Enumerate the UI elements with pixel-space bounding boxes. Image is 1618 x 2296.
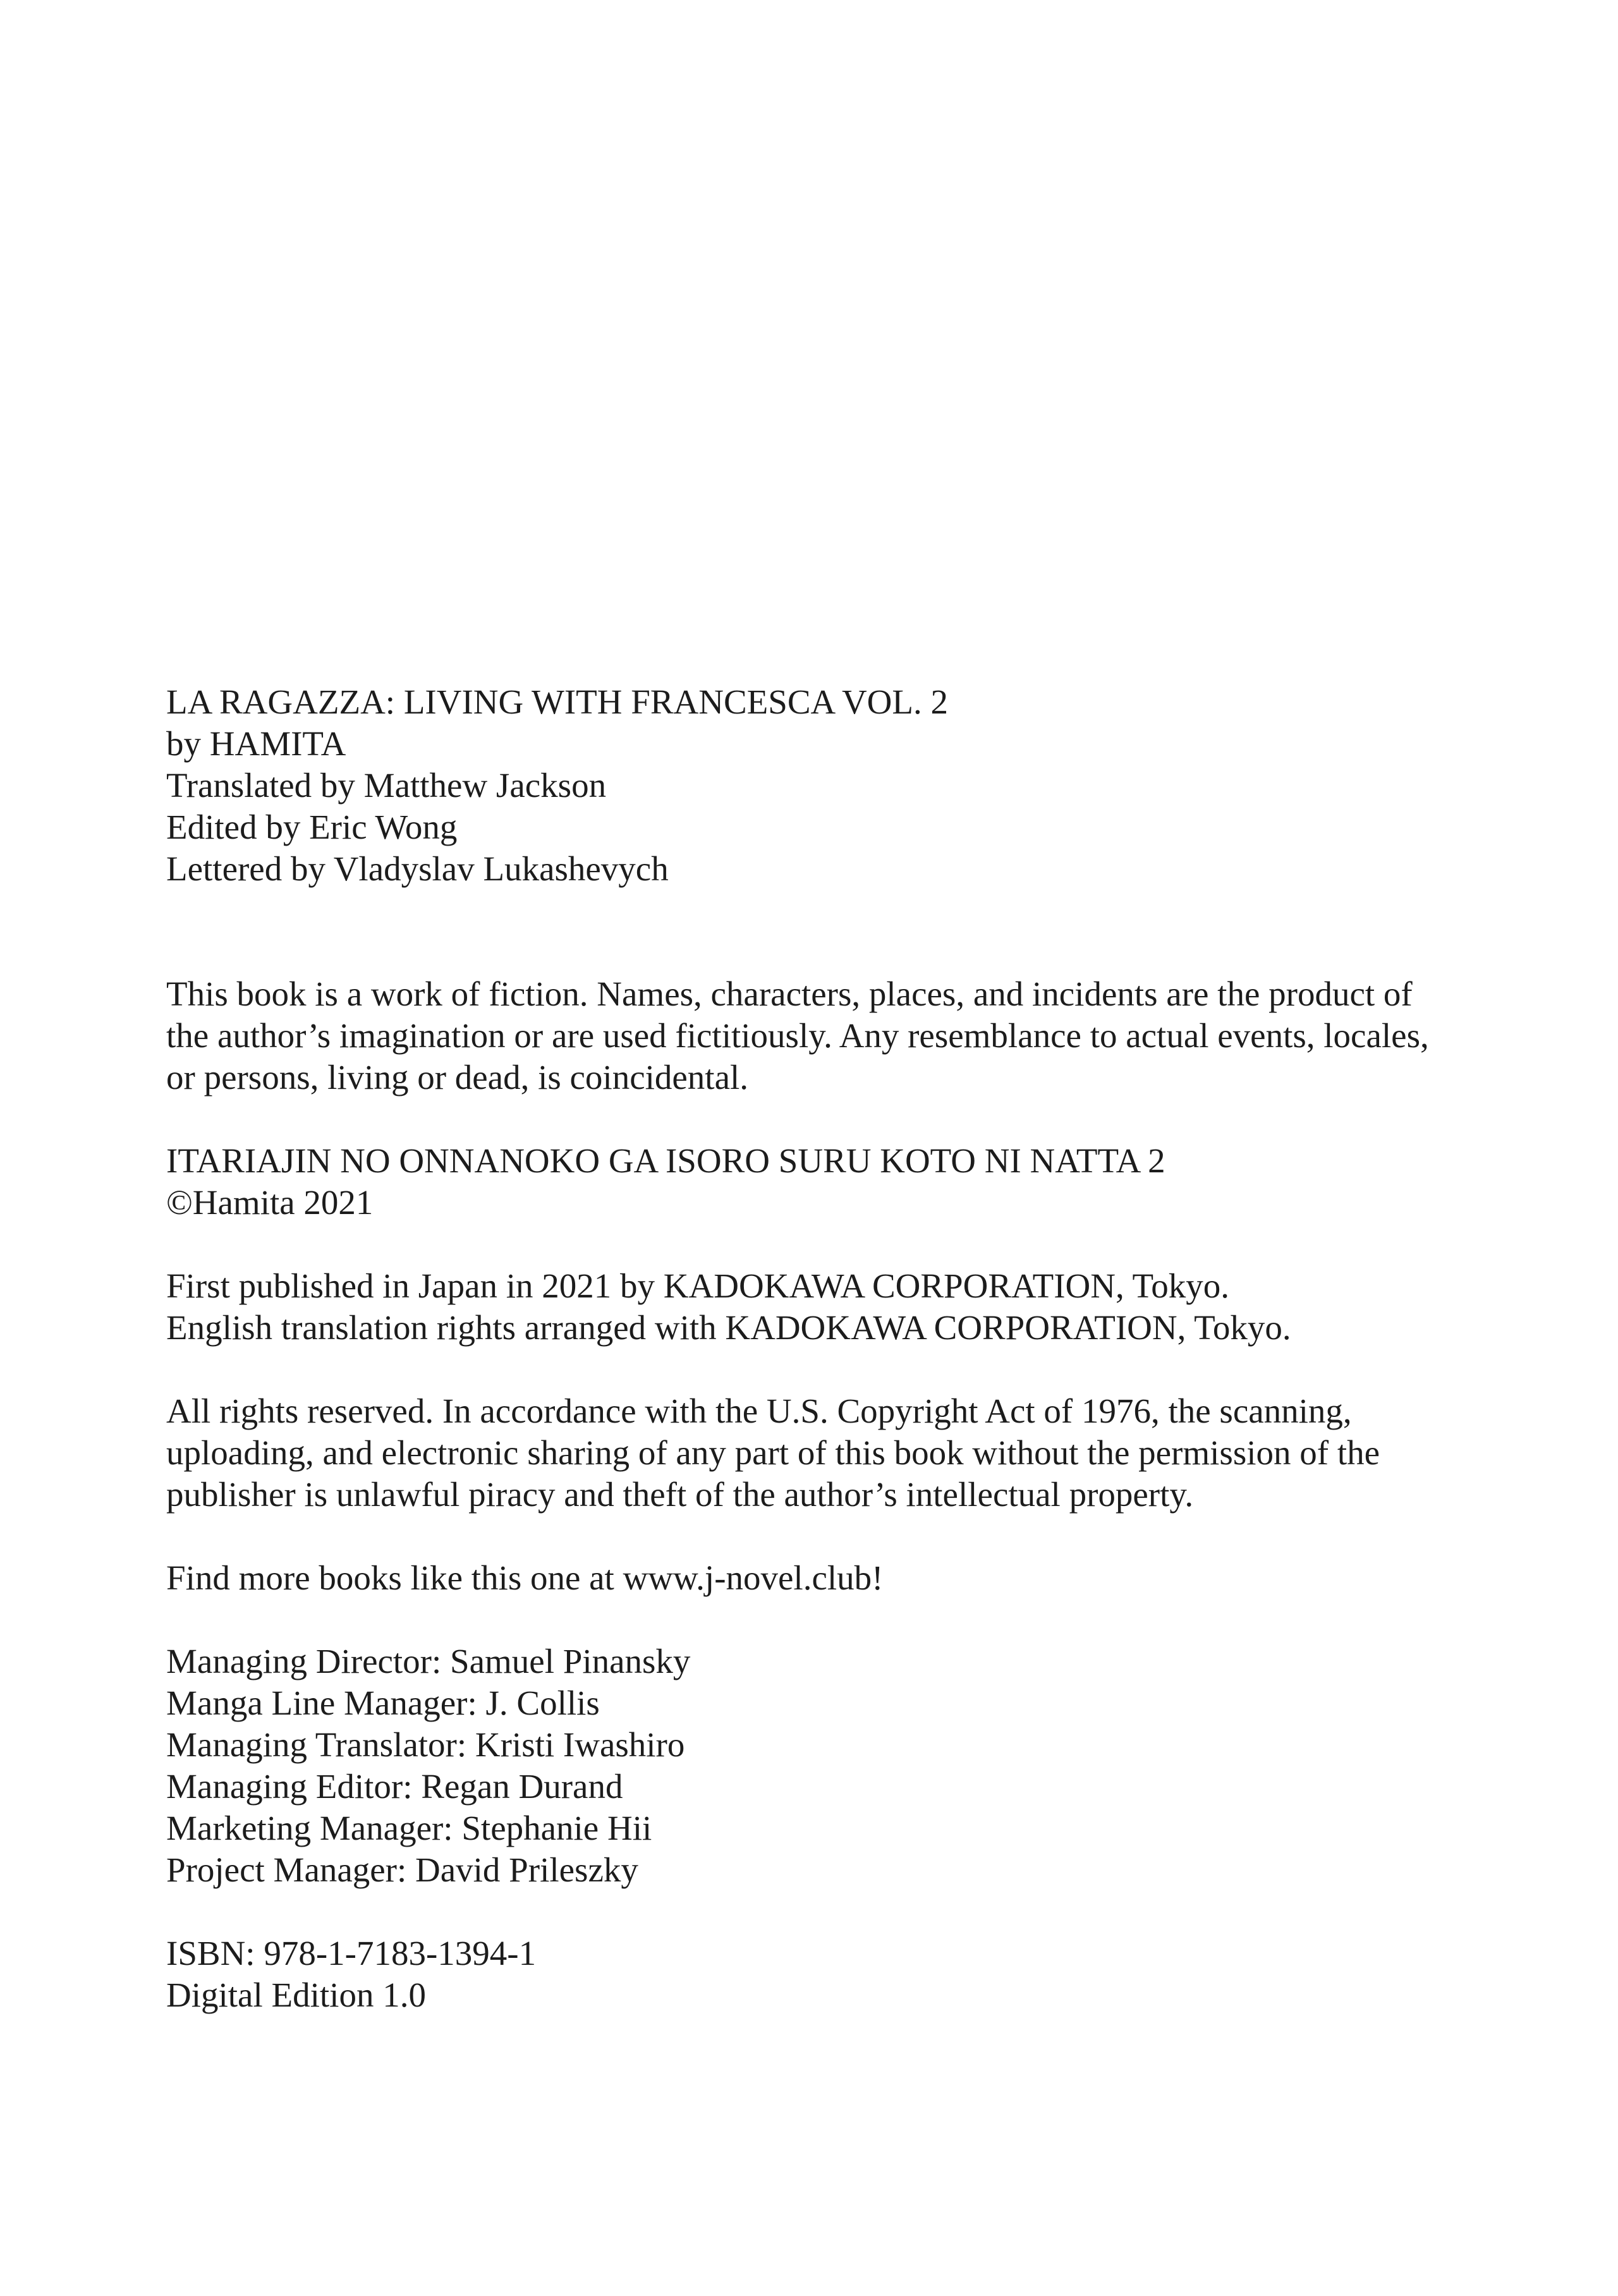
translator-credit: Translated by Matthew Jackson xyxy=(166,766,607,805)
copyright-notice: ©Hamita 2021 xyxy=(166,1183,374,1222)
find-more-block xyxy=(166,1557,1340,1599)
original-japanese-title: ITARIAJIN NO ONNANOKO GA ISORO SURU KOTO NI NATTA 2 xyxy=(166,1141,1165,1180)
staff-credit-project-manager: Project Manager: David Prileszky xyxy=(166,1850,638,1889)
publication-block xyxy=(166,1265,1340,1349)
publication-line: English translation rights arranged with KADOKAWA CORPORATION, Tokyo. xyxy=(166,1308,1291,1347)
original-title-block xyxy=(166,1140,1340,1224)
edition-block xyxy=(166,1933,1340,2016)
fiction-disclaimer-line: This book is a work of fiction. Names, characters, places, and incidents are the product of xyxy=(166,975,1413,1013)
staff-credit-manga-line-manager: Manga Line Manager: J. Collis xyxy=(166,1684,600,1722)
fiction-disclaimer-line: the author’s imagination or are used fictitiously. Any resemblance to actual events, locales, xyxy=(166,1016,1429,1055)
title-credits-block xyxy=(166,681,1340,890)
fiction-disclaimer-line: or persons, living or dead, is coincidental. xyxy=(166,1058,749,1096)
letterer-credit: Lettered by Vladyslav Lukashevych xyxy=(166,849,669,888)
publication-line: First published in Japan in 2021 by KADOKAWA CORPORATION, Tokyo. xyxy=(166,1266,1230,1305)
staff-credit-marketing-manager: Marketing Manager: Stephanie Hii xyxy=(166,1809,652,1847)
fiction-disclaimer xyxy=(166,973,1429,1098)
book-title: LA RAGAZZA: LIVING WITH FRANCESCA VOL. 2 xyxy=(166,683,948,721)
author-credit: by HAMITA xyxy=(166,724,346,763)
rights-notice-line: uploading, and electronic sharing of any part of this book without the permission of the xyxy=(166,1433,1380,1472)
editor-credit: Edited by Eric Wong xyxy=(166,808,458,846)
staff-credit-managing-editor: Managing Editor: Regan Durand xyxy=(166,1767,623,1806)
isbn: ISBN: 978-1-7183-1394-1 xyxy=(166,1934,537,1972)
staff-credits-block xyxy=(166,1641,1340,1891)
find-more-text: Find more books like this one at www.j-novel.club! xyxy=(166,1558,884,1597)
rights-notice-line: All rights reserved. In accordance with the U.S. Copyright Act of 1976, the scanning, xyxy=(166,1392,1352,1430)
edition-version: Digital Edition 1.0 xyxy=(166,1976,426,2014)
staff-credit-managing-director: Managing Director: Samuel Pinansky xyxy=(166,1642,691,1680)
staff-credit-managing-translator: Managing Translator: Kristi Iwashiro xyxy=(166,1725,685,1764)
rights-notice xyxy=(166,1390,1380,1515)
rights-notice-line: publisher is unlawful piracy and theft of the author’s intellectual property. xyxy=(166,1475,1194,1514)
